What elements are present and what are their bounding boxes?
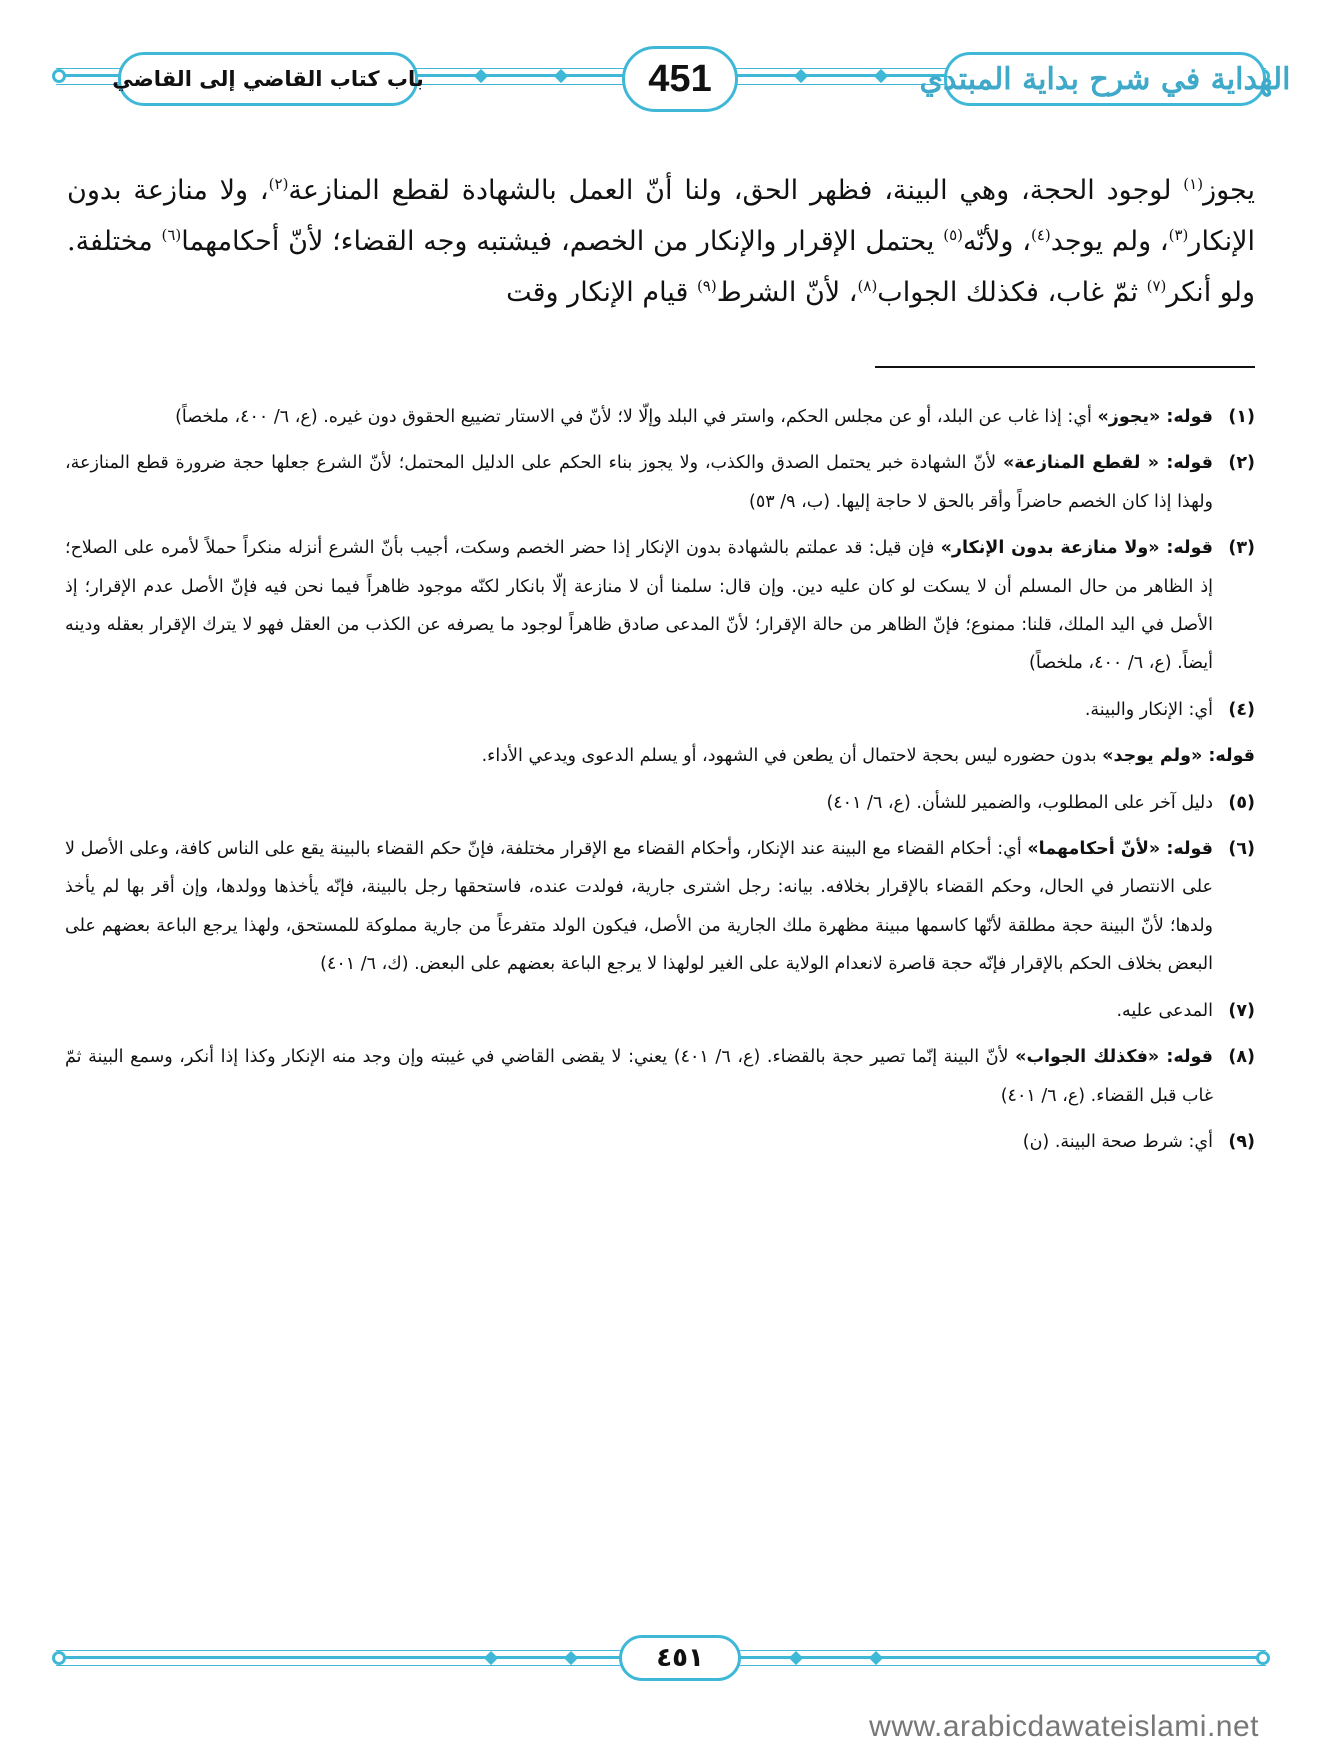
- footer-page-number-frame: [619, 1635, 741, 1681]
- footnote-ref[interactable]: (٩): [696, 277, 717, 295]
- footnote-text: أي: إذا غاب عن البلد، أو عن مجلس الحكم، واستر في البلد وإلّا لا؛ لأنّ في الاستار تضييع الحقوق دون غيره. (ع، ٦/ ٤٠٠، ملخصاً): [175, 407, 1098, 427]
- main-text-segment: ، لأنّ الشرط: [716, 277, 858, 308]
- footer-page-number: ٤٥١: [656, 1643, 704, 1673]
- main-text-segment: لوجود الحجة، وهي البينة، فظهر الحق، ولنا أنّ العمل بالشهادة لقطع المنازعة: [288, 175, 1184, 206]
- footnote-number: (٤): [1228, 699, 1255, 720]
- footnote-number: (٨): [1228, 1047, 1255, 1068]
- ornament-right-icon: [1256, 1651, 1270, 1665]
- footnote-text: فإن قيل: قد عملتم بالشهادة بدون الإنكار إذا حضر الخصم وسكت، أجيب بأنّ الشرع أنزله منكراً حملاً لأمره على الصلاح؛ إذ الظاهر من حال المسلم أن لا يسكت لو كان عليه دين. وإن قال: سلمنا أن لا منازعة إلّا بانكار لكنّه موجود ظاهراً فيما نحن فيه فإنّ الأصل عدم الإقرار؛ إذ الأصل في اليد الملك، قلنا: ممنوع؛ فإنّ الظاهر من حالة الإقرار؛ لأنّ المدعى صادق ظاهراً لوجود ما يصرفه عن الكذب من العقل فهو لا يترك الإقرار بعقله ودينه أيضاً. (ع، ٦/ ٤٠٠، ملخصاً): [65, 538, 1213, 674]
- footnote-1: [65, 398, 1255, 436]
- footnote-text: أي: شرط صحة البينة. (ن): [1022, 1131, 1213, 1152]
- footnote-separator: [875, 366, 1255, 368]
- main-text-segment: قيام الإنكار وقت: [506, 277, 697, 308]
- chapter-title: باب كتاب القاضي إلى القاضي: [112, 67, 424, 91]
- footnote-ref[interactable]: (١): [1183, 175, 1204, 193]
- footnotes: [65, 398, 1255, 1169]
- diamond-ornament-icon: [474, 69, 488, 83]
- footnote-number: (٦): [1228, 839, 1255, 860]
- footnote-number: (٥): [1228, 792, 1255, 813]
- footnote-2: [65, 444, 1255, 521]
- footnote-ref[interactable]: (٨): [857, 277, 878, 295]
- diamond-ornament-icon: [874, 69, 888, 83]
- book-title-frame: [919, 52, 1291, 106]
- diamond-ornament-icon: [484, 1651, 498, 1665]
- main-text-segment: ثمّ غاب، فكذلك الجواب: [877, 277, 1147, 308]
- page-header: [56, 46, 1291, 112]
- footnote-lead: قوله: «ولم يوجد»: [1102, 746, 1255, 767]
- footnote-ref[interactable]: (٧): [1146, 277, 1167, 295]
- footnote-ref[interactable]: (٣): [1168, 226, 1189, 244]
- main-text-segment: ، ولم يوجد: [1050, 226, 1169, 257]
- main-text-segment: يحتمل الإقرار والإنكار من الخصم، فيشتبه وجه القضاء؛ لأنّ أحكامهما: [181, 226, 944, 257]
- footnote-text: لأنّ البينة إنّما تصير حجة بالقضاء. (ع، ٦/ ٤٠١) يعني: لا يقضى القاضي في غيبته وإن وجد منه الإنكار وكذا إذا أنكر، وسمع البينة ثمّ غاب قبل القضاء. (ع، ٦/ ٤٠١): [65, 1047, 1213, 1106]
- main-text-segment: يجوز: [1203, 175, 1255, 206]
- diamond-ornament-icon: [789, 1651, 803, 1665]
- ornament-left-icon: [52, 1651, 66, 1665]
- main-text-segment: ، ولأنّه: [963, 226, 1031, 257]
- footnote-number: (٣): [1228, 538, 1255, 559]
- footnote-5: [65, 784, 1255, 822]
- footnote-6: [65, 830, 1255, 984]
- page-footer: [56, 1635, 1266, 1681]
- footnote-text: أي: أحكام القضاء مع البينة عند الإنكار، وأحكام القضاء مع الإقرار مختلفة، فإنّ حكم القضاء بالبينة يقع على الناس كافة، وعلى الأصل لا على الانتصار في الحال، وحكم القضاء بالإقرار بخلافه. بيانه: رجل اشترى جارية، فولدت عنده، فاستحقها رجل بالبينة، فإنّه يأخذها وولدها، وإن أقر بها لم يأخذ ولدها؛ لأنّ البينة حجة مطلقة لأنّها كاسمها مبينة مظهرة ملك الجارية من الأصل، فيكون الولد متفرعاً من جارية مملوكة للمستحق، ولهذا يرجع الباعة بعضهم على البعض بخلاف الحكم بالإقرار فإنّه حجة قاصرة لانعدام الولاية على الغير لولهذا لا يرجع الباعة بعضهم على البعض. (ك، ٦/ ٤٠١): [65, 839, 1213, 975]
- footnote-ref[interactable]: (٥): [943, 226, 964, 244]
- footnote-8: [65, 1038, 1255, 1115]
- main-text-segment: مختلفة. ولو أنكر: [67, 226, 1255, 308]
- website-url[interactable]: www.arabicdawateislami.net: [869, 1710, 1259, 1743]
- footnote-text: المدعى عليه.: [1116, 1000, 1213, 1021]
- footnote-number: (١): [1228, 407, 1255, 427]
- diamond-ornament-icon: [869, 1651, 883, 1665]
- page-number-frame: [622, 46, 738, 112]
- footnote-lead: قوله: « لقطع المنازعة»: [1002, 453, 1213, 474]
- footnote-number: (٧): [1228, 1000, 1255, 1021]
- ornament-left-icon: [52, 69, 66, 83]
- diamond-ornament-icon: [564, 1651, 578, 1665]
- diamond-ornament-icon: [554, 69, 568, 83]
- footnote-7: [65, 992, 1255, 1030]
- footnote-3: [65, 529, 1255, 683]
- footnote-9: [65, 1123, 1255, 1161]
- footnote-text: بدون حضوره ليس بحجة لاحتمال أن يطعن في الشهود، أو يسلم الدعوى ويدعي الأداء.: [481, 746, 1103, 767]
- footnote-ref[interactable]: (٦): [161, 226, 182, 244]
- footnote-number: (٢): [1228, 453, 1255, 474]
- footnote-lead: قوله: «ولا منازعة بدون الإنكار»: [940, 538, 1214, 559]
- footnote-text: دليل آخر على المطلوب، والضمير للشأن. (ع، ٦/ ٤٠١): [826, 792, 1213, 813]
- page-number: 451: [648, 57, 712, 100]
- footnote-4-continuation: [65, 737, 1255, 775]
- main-text-segment: ، ولا منازعة بدون الإنكار: [67, 175, 1255, 257]
- footnote-lead: قوله: «فكذلك الجواب»: [1015, 1047, 1213, 1068]
- footnote-4: [65, 691, 1255, 729]
- footnote-number: (٩): [1228, 1131, 1255, 1152]
- footnote-lead: قوله: «يجوز»: [1097, 407, 1213, 427]
- main-text: [67, 165, 1255, 318]
- chapter-title-frame: [112, 52, 424, 106]
- diamond-ornament-icon: [794, 69, 808, 83]
- footnote-lead: قوله: «لأنّ أحكامهما»: [1027, 839, 1213, 860]
- footnote-ref[interactable]: (٤): [1030, 226, 1051, 244]
- footnote-text: لأنّ الشهادة خبر يحتمل الصدق والكذب، ولا يجوز بناء الحكم على الدليل المحتمل؛ لأنّ الشرع جعلها حجة ضرورة قطع المنازعة، ولهذا إذا كان الخصم حاضراً وأقر بالحق لا حاجة إليها. (ب، ٩/ ٥٣): [65, 453, 1213, 512]
- footnote-text: أي: الإنكار والبينة.: [1084, 699, 1213, 720]
- book-title: الهداية في شرح بداية المبتدي: [919, 61, 1291, 97]
- footnote-ref[interactable]: (٢): [268, 175, 289, 193]
